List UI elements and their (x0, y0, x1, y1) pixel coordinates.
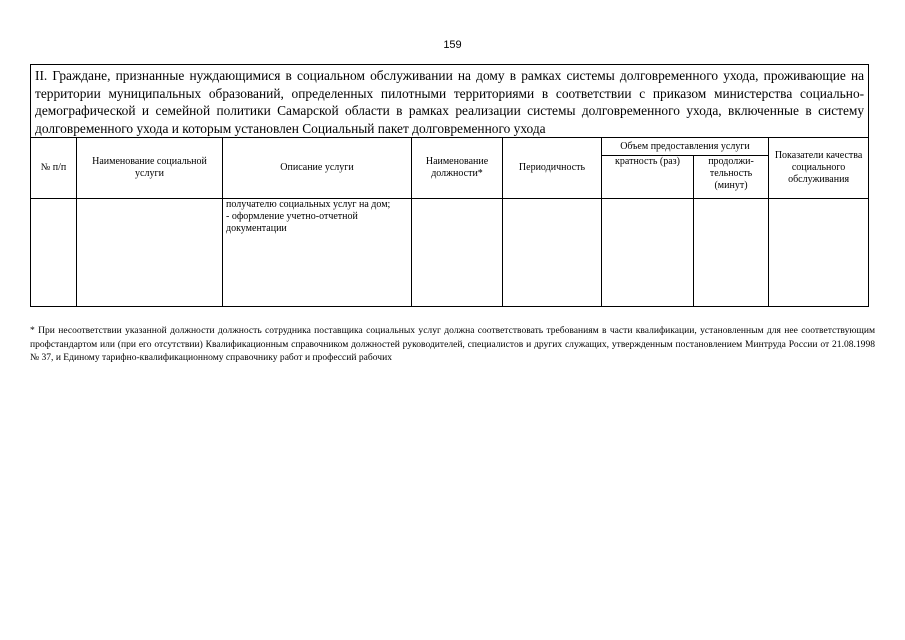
header-quality: Показатели качества социального обслуживания (769, 138, 869, 199)
row-service-name (77, 199, 223, 307)
header-duration: продолжи-тельность (минут) (694, 156, 769, 199)
footnote: * При несоответствии указанной должности должность сотрудника поставщика социальных услуг должна соответствовать требованиям в части квалификации, установленным для нее соответствующим профстандартом или (при его отсутствии) Квалификационным справочником должностей руководителей, специалистов и других служащих, утвержденным постановлением Минтруда России от 21.08.1998 № 37, и Единому тарифно-квалификационному справочнику работ и профессий рабочих (30, 325, 875, 364)
row-multiplicity (602, 199, 694, 307)
section-heading: II. Граждане, признанные нуждающимися в социальном обслуживании на дому в рамках системы долговременного ухода, проживающие на территории муниципальных образований, определенных пилотными территориями в соответствии с приказом министерства социально-демографической и семейной политики Самарской области в рамках реализации системы долговременного ухода, включенные в систему долговременного ухода и которым установлен Социальный пакет долговременного ухода (31, 65, 869, 138)
header-description: Описание услуги (223, 138, 412, 199)
row-quality (769, 199, 869, 307)
header-multiplicity: кратность (раз) (602, 156, 694, 199)
table-row (31, 199, 869, 307)
header-number: № п/п (31, 138, 77, 199)
row-number (31, 199, 77, 307)
services-table (30, 64, 869, 307)
row-position (412, 199, 503, 307)
header-service-name: Наименование социальной услуги (77, 138, 223, 199)
row-duration (694, 199, 769, 307)
row-description: получателю социальных услуг на дом; - оформление учетно-отчетной документации (223, 199, 412, 307)
header-position: Наименование должности* (412, 138, 503, 199)
page-number: 159 (443, 39, 462, 51)
header-volume: Объем предоставления услуги (602, 138, 769, 156)
header-periodicity: Периодичность (503, 138, 602, 199)
row-periodicity (503, 199, 602, 307)
